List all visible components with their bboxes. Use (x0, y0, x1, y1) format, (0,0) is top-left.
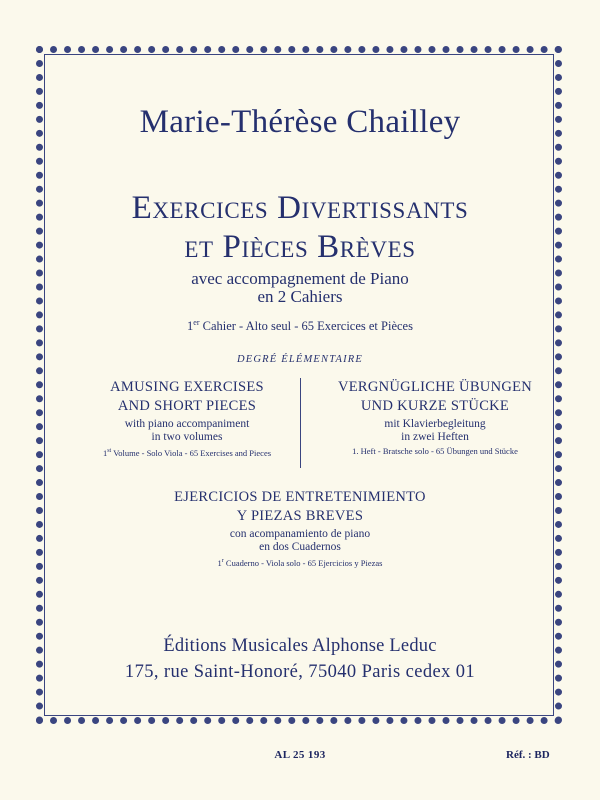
reference-code: Réf. : BD (506, 749, 550, 761)
french-subtitle-1: avec accompagnement de Piano (191, 269, 409, 288)
english-volume-ordinal: st (107, 448, 112, 454)
french-subtitle-2: en 2 Cahiers (257, 287, 343, 306)
spanish-volume-number: 1 (217, 557, 222, 568)
spanish-sub-1: con acompanamiento de piano (229, 528, 371, 540)
french-volume-line (0, 318, 600, 334)
volume-number: 1 (187, 319, 194, 334)
spanish-volume-line (0, 555, 600, 569)
spanish-block (0, 488, 600, 569)
spanish-sub-2: en dos Cuadernos (259, 541, 341, 553)
spanish-title-1: EJERCICIOS DE ENTRETENIMIENTO (174, 489, 426, 505)
publisher-address: 175, rue Saint-Honoré, 75040 Paris cedex 01 (124, 662, 476, 682)
german-title-1: VERGNÜGLICHE ÜBUNGEN (337, 379, 533, 395)
volume-ordinal: er (193, 318, 200, 327)
german-sub-1: mit Klavierbegleitung (384, 418, 486, 430)
english-volume-line (62, 445, 312, 459)
composer-name: Marie-Thérèse Chailley (139, 104, 461, 140)
english-block (62, 378, 312, 459)
english-title-2: AND SHORT PIECES (117, 398, 257, 414)
german-sub-2: in zwei Heften (401, 431, 469, 443)
spanish-volume-description: Cuaderno - Viola solo - 65 Ejercicios y Piezas (223, 557, 383, 568)
english-sub-1: with piano accompaniment (124, 418, 250, 430)
spanish-title-2: Y PIEZAS BREVES (236, 508, 364, 524)
german-title-2: UND KURZE STÜCKE (360, 398, 510, 414)
english-volume-number: 1 (102, 447, 108, 458)
english-volume-description: Volume - Solo Viola - 65 Exercises and Pieces (111, 447, 272, 458)
publisher-name: Éditions Musicales Alphonse Leduc (163, 636, 437, 656)
german-block (285, 378, 585, 457)
catalog-number: AL 25 193 (274, 749, 326, 761)
level-label: DEGRÉ ÉLÉMENTAIRE (236, 354, 364, 365)
volume-description: Cahier - Alto seul - 65 Exercices et Pièces (199, 319, 413, 334)
english-sub-2: in two volumes (151, 431, 223, 443)
title-line-1: Exercices Divertissants (131, 190, 469, 226)
spanish-volume-ordinal: r (221, 558, 224, 564)
german-volume-line: 1. Heft - Bratsche solo - 65 Übungen und Stücke (352, 446, 518, 456)
english-title-1: AMUSING EXERCISES (110, 379, 264, 395)
title-line-2: et Pièces Brèves (184, 229, 416, 265)
